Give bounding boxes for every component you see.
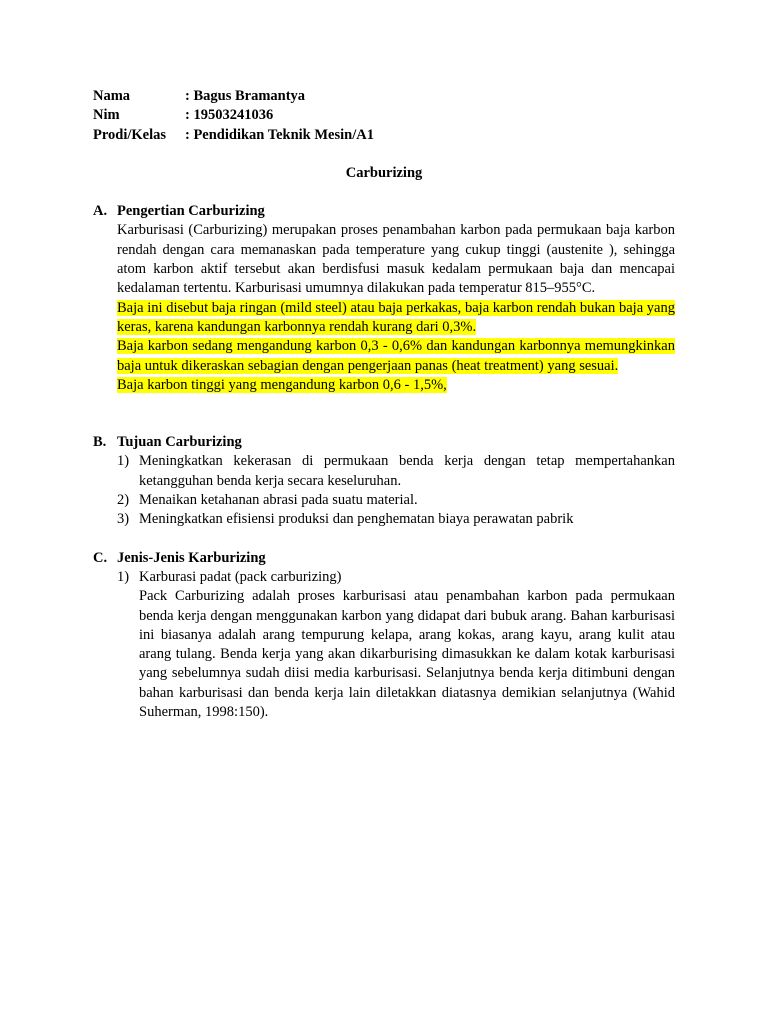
nim-row — [93, 106, 675, 125]
section-c-heading — [93, 549, 675, 568]
pack-carburizing-paragraph: Pack Carburizing adalah proses karburisasi atau penambahan karbon pada permukaan benda kerja dengan menggunakan karbon yang didapat dari bubuk arang. Bahan karburisasi ini biasanya adalah arang tempurung kelapa, arang kokas, arang kayu, arang kulit atau arang tulang. Benda kerja yang akan dikarburising dimasukkan ke dalam kotak karburisasi yang sebelumnya sudah diisi media karburisasi. Selanjutnya benda kerja ditimbuni dengan bahan karburisasi dan benda kerja lain diletakkan diatasnya demikian selanjutnya (Wahid Suherman, 1998:150). — [139, 588, 675, 721]
list-number: 1) — [117, 568, 130, 585]
prodi-value: : Pendidikan Teknik Mesin/A1 — [185, 126, 374, 143]
list-item — [117, 491, 675, 510]
section-c-list — [93, 568, 675, 587]
list-text: Karburasi padat (pack carburizing) — [139, 568, 342, 585]
list-number: 2) — [117, 492, 130, 509]
section-a-intro: Karburisasi (Carburizing) merupakan proses penambahan karbon pada permukaan baja karbon rendah dengan cara memanaskan pada temperature yang cukup tinggi (austenite ), sehingga atom karbon aktif tersebut akan berdisfusi masuk kedalam permukaan baja dan mencapai kedalaman tertentu. Karburisasi umumnya dilakukan pada temperatur 815–955°C. — [117, 222, 675, 297]
nama-row — [93, 87, 675, 106]
section-a-letter: A. — [93, 203, 108, 220]
spacer — [93, 395, 675, 414]
document-content — [93, 87, 675, 722]
nama-label: Nama — [93, 88, 131, 104]
highlight-medium-carbon: Baja karbon sedang mengandung karbon 0,3 - 0,6% dan kandungan karbonnya memungkinkan baja untuk dikeraskan sebagian dengan pengerjaan panas (heat treatment) yang sesuai. — [117, 338, 675, 374]
section-c-title: Jenis-Jenis Karburizing — [117, 549, 266, 566]
highlight-mild-steel: Baja ini disebut baja ringan (mild steel) atau baja perkakas, baja karbon rendah bukan baja yang keras, karena kandungan karbonnya rendah kurang dari 0,3%. — [117, 299, 675, 335]
section-b — [93, 433, 675, 529]
section-c-letter: C. — [93, 549, 108, 566]
section-b-heading — [93, 433, 675, 452]
section-b-letter: B. — [93, 434, 107, 451]
list-item — [117, 510, 675, 529]
nim-label: Nim — [93, 107, 120, 124]
list-number: 3) — [117, 511, 130, 528]
section-a-title: Pengertian Carburizing — [117, 203, 265, 220]
section-b-list — [93, 452, 675, 529]
section-c — [93, 549, 675, 723]
prodi-row — [93, 126, 675, 145]
section-a — [93, 202, 675, 395]
list-item — [117, 568, 675, 587]
document-title: Carburizing — [345, 164, 423, 181]
nama-value: : Bagus Bramantya — [185, 88, 306, 104]
section-b-title: Tujuan Carburizing — [117, 434, 242, 451]
list-item — [117, 452, 675, 491]
highlight-high-carbon: Baja karbon tinggi yang mengandung karbon 0,6 - 1,5%, — [117, 376, 447, 393]
section-a-heading — [93, 202, 675, 221]
list-text: Meningkatkan kekerasan di permukaan benda kerja dengan tetap mempertahankan ketangguhan benda kerja secara keseluruhan. — [139, 453, 675, 489]
nim-value: : 19503241036 — [185, 107, 274, 124]
list-text: Meningkatkan efisiensi produksi dan penghematan biaya perawatan pabrik — [139, 511, 574, 528]
list-text: Menaikan ketahanan abrasi pada suatu material. — [139, 492, 418, 509]
list-number: 1) — [117, 453, 130, 470]
prodi-label: Prodi/Kelas — [93, 126, 167, 143]
section-a-paragraph — [117, 221, 675, 395]
